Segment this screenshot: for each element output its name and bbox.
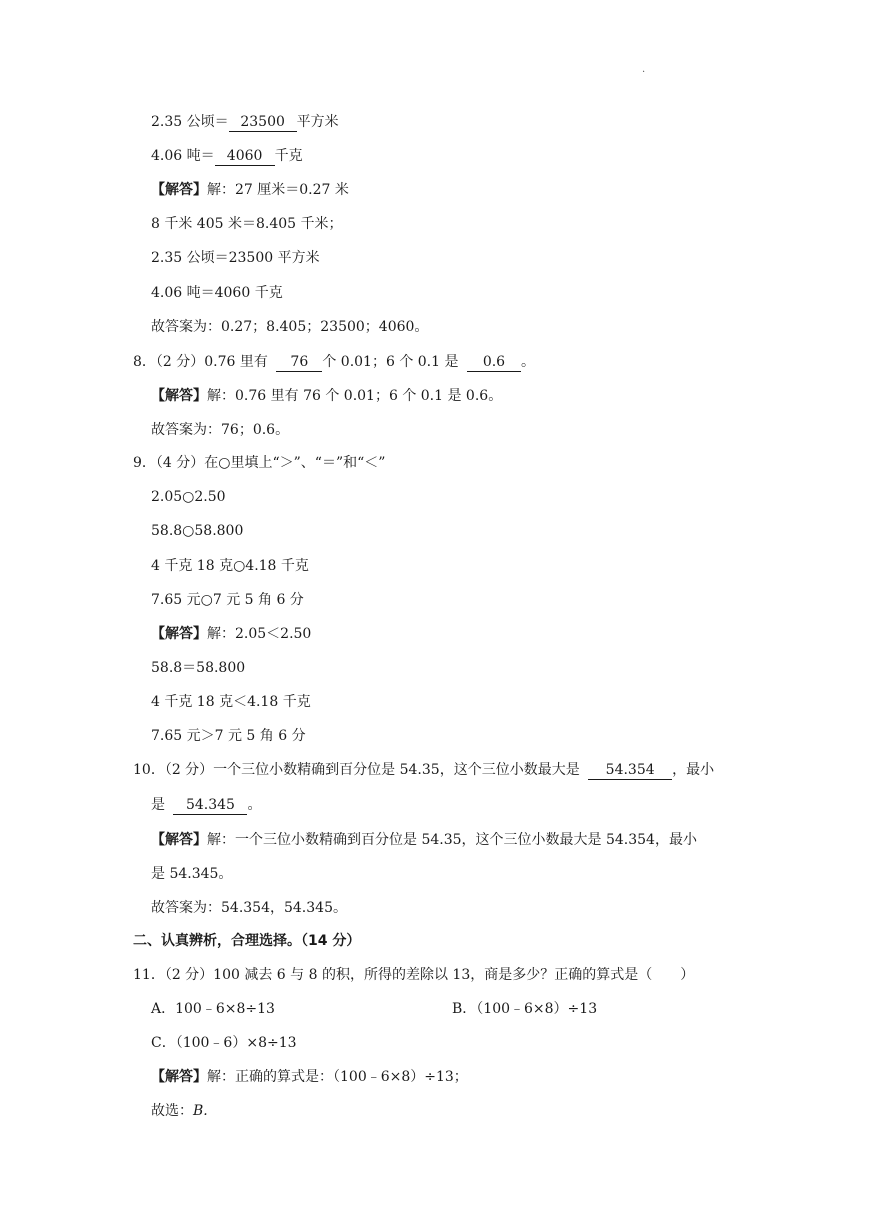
q10-stem-line2-prefix: 是	[151, 797, 165, 813]
q9-solution-text-1: 解：2.05＜2.50	[207, 626, 312, 642]
q7-solution-label: 【解答】	[151, 182, 207, 198]
q9-solution-line-1	[151, 624, 311, 644]
q9-item: 7.65 元○7 元 5 角 6 分	[151, 592, 304, 608]
q7-solution-line-1	[151, 180, 349, 200]
q9-solution-line-4: 7.65 元＞7 元 5 角 6 分	[151, 728, 306, 744]
q9-solution-label: 【解答】	[151, 626, 207, 642]
header-dot: .	[642, 64, 646, 75]
q10-final-answer: 故答案为：54.354，54.345。	[151, 900, 347, 916]
q8-stem-suffix: 。	[520, 354, 535, 370]
q7-mass-line	[151, 146, 303, 166]
q8-answer-2: 0.6	[467, 354, 521, 372]
q11-final-answer	[151, 1101, 208, 1121]
q10-answer-2: 54.345	[173, 797, 247, 815]
q8-final-answer: 故答案为：76；0.6。	[151, 422, 290, 438]
q9-item: 4 千克 18 克○4.18 千克	[151, 558, 309, 574]
q11-option-c: C．（100﹣6）×8÷13	[151, 1035, 297, 1051]
q7-solution-line-2: 8 千米 405 米＝8.405 千米；	[151, 216, 343, 232]
q7-solution-line-4: 4.06 吨＝4060 千克	[151, 285, 283, 301]
q11-answer-prefix: 故选：	[151, 1103, 193, 1119]
q10-solution-text-1: 解：一个三位小数精确到百分位是 54.35，这个三位小数最大是 54.354，最小	[207, 832, 697, 848]
q7-area-answer: 23500	[229, 114, 297, 132]
q7-mass-prefix: 4.06 吨＝	[151, 148, 215, 164]
q7-area-prefix: 2.35 公顷＝	[151, 114, 229, 130]
q7-final-answer: 故答案为：0.27；8.405；23500；4060。	[151, 319, 429, 335]
q8-solution-text: 解：0.76 里有 76 个 0.01；6 个 0.1 是 0.6。	[207, 388, 503, 404]
q11-option-b: B．（100﹣6×8）÷13	[452, 1001, 598, 1017]
q9-stem: 9．（4 分）在○里填上“＞”、“＝”和“＜”	[133, 455, 386, 471]
q8-stem-middle: 个 0.01；6 个 0.1 是	[322, 354, 459, 370]
q7-area-line	[151, 112, 339, 132]
q8-solution-label: 【解答】	[151, 388, 207, 404]
q10-answer-1: 54.354	[588, 762, 672, 780]
q10-solution-label: 【解答】	[151, 832, 207, 848]
q10-solution-line-2: 是 54.345。	[151, 866, 233, 882]
q7-area-unit: 平方米	[296, 114, 339, 130]
q7-mass-answer: 4060	[215, 148, 275, 166]
q9-solution-line-3: 4 千克 18 克＜4.18 千克	[151, 694, 311, 710]
q8-stem-prefix: 8．（2 分）0.76 里有	[133, 354, 268, 370]
q8-solution	[151, 386, 502, 406]
q11-option-a: A．100﹣6×8÷13	[151, 1001, 275, 1017]
q8-answer-1: 76	[276, 354, 322, 372]
q10-stem-suffix: 。	[247, 797, 262, 813]
q11-solution	[151, 1067, 468, 1087]
q7-mass-unit: 千克	[274, 148, 303, 164]
q10-stem-middle: ，最小	[672, 762, 715, 778]
q11-answer-choice: B.	[193, 1103, 208, 1119]
q10-stem-line-2	[151, 795, 261, 815]
q10-stem-prefix: 10．（2 分）一个三位小数精确到百分位是 54.35，这个三位小数最大是	[133, 762, 580, 778]
q10-solution-line-1	[151, 830, 697, 850]
q8-stem	[133, 352, 535, 372]
q10-stem-line-1	[133, 760, 714, 780]
q9-solution-line-2: 58.8＝58.800	[151, 660, 246, 676]
q7-solution-line-3: 2.35 公顷＝23500 平方米	[151, 250, 320, 266]
q11-solution-text: 解：正确的算式是：（100﹣6×8）÷13；	[207, 1069, 468, 1085]
q7-solution-text-1: 解：27 厘米＝0.27 米	[207, 182, 349, 198]
section-2-title: 二、认真辨析，合理选择。（14 分）	[133, 933, 361, 949]
q9-item: 58.8○58.800	[151, 523, 244, 539]
q9-item: 2.05○2.50	[151, 489, 226, 505]
q11-solution-label: 【解答】	[151, 1069, 207, 1085]
q11-stem: 11．（2 分）100 减去 6 与 8 的积，所得的差除以 13，商是多少？正确的算式是（ ）	[133, 967, 695, 983]
